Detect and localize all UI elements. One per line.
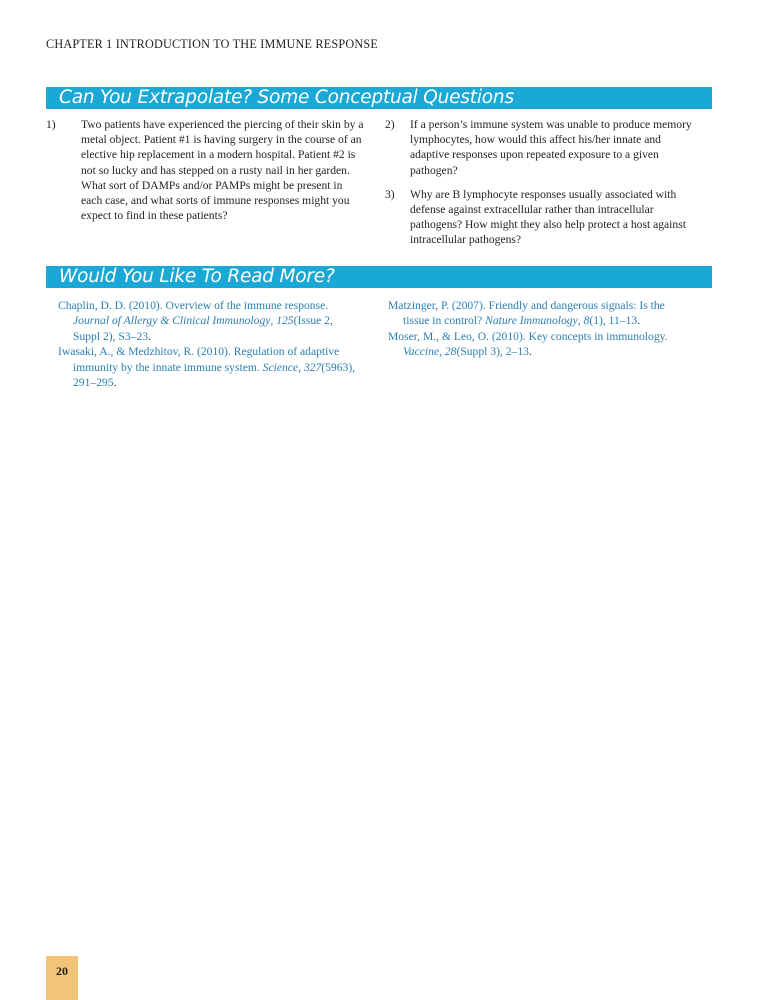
reference-journal: Nature Immunology (485, 314, 578, 328)
reference-volume: 8 (583, 314, 590, 328)
questions-column-right (385, 117, 703, 248)
question-text: Why are B lymphocyte responses usually associated with defense against extracellular rather than intracellular pathogens? How might they also help protect a host against intracellular pathogens? (410, 187, 686, 247)
reference-end: . (637, 314, 641, 328)
reference-end: . (148, 329, 151, 343)
references-column-left (58, 298, 358, 390)
questions-column-left (46, 117, 364, 223)
reference-entry (388, 298, 693, 329)
question-item (385, 187, 703, 248)
reference-separator: , (270, 314, 277, 328)
question-text: Two patients have experienced the piercing of their skin by a metal object. Patient #1 is having surgery in the course of an elective hip replacement in a modern hospital. Patient #2 is not so lucky and has stepped on a rusty nail in her garden. What sort of DAMPs and/or PAMPs might be present in each case, and what sorts of immune responses might you expect to find in these patients? (81, 118, 364, 223)
reference-authors: Iwasaki, A., & Medzhitov, R. (2010). Regulation of adaptive immunity by the innate immune system. (58, 345, 340, 374)
section-banner-read-more (46, 266, 712, 288)
page-number: 20 (56, 964, 68, 978)
reference-pages: (Suppl 3), 2–13 (456, 345, 529, 359)
question-number: 2) (385, 118, 395, 131)
reference-volume: 327 (303, 360, 322, 374)
section-title: Can You Extrapolate? Some Conceptual Questions (59, 87, 514, 108)
reference-journal: Science (262, 360, 299, 374)
section-title: Would You Like To Read More? (59, 266, 335, 287)
reference-journal: Journal of Allergy & Clinical Immunology (73, 314, 271, 328)
question-number: 3) (385, 187, 395, 201)
question-item (385, 117, 703, 178)
reference-authors: Chaplin, D. D. (2010). Overview of the immune response. (58, 299, 329, 312)
section-banner-conceptual-questions (46, 87, 712, 109)
reference-authors: Matzinger, P. (2007). Friendly and dangerous signals: Is the tissue in control? (388, 299, 665, 328)
reference-entry (388, 329, 693, 360)
reference-pages: (Issue 2, Suppl 2), S3–23 (73, 314, 333, 343)
running-head: CHAPTER 1 INTRODUCTION TO THE IMMUNE RESPONSE (46, 37, 378, 51)
references-column-right (388, 298, 693, 360)
reference-volume: 125 (276, 314, 294, 328)
reference-separator: , (577, 314, 584, 328)
page-number-tab (46, 956, 78, 1000)
reference-entry (58, 344, 358, 390)
reference-pages: (5963), 291–295 (73, 360, 356, 390)
question-item (46, 117, 364, 223)
reference-pages: (1), 11–13 (589, 314, 638, 328)
reference-authors: Moser, M., & Leo, O. (2010). Key concepts in immunology. (388, 329, 668, 343)
reference-entry (58, 298, 358, 344)
reference-journal: Vaccine (403, 345, 440, 359)
reference-end: . (113, 376, 117, 390)
reference-end: . (528, 345, 532, 359)
question-text: If a person’s immune system was unable to produce memory lymphocytes, how would this affect his/her innate and adaptive responses upon repeated exposure to a given pathogen? (410, 118, 692, 177)
reference-separator: , (439, 345, 445, 359)
question-number: 1) (46, 118, 56, 131)
reference-separator: , (298, 360, 304, 374)
reference-volume: 28 (444, 345, 457, 359)
